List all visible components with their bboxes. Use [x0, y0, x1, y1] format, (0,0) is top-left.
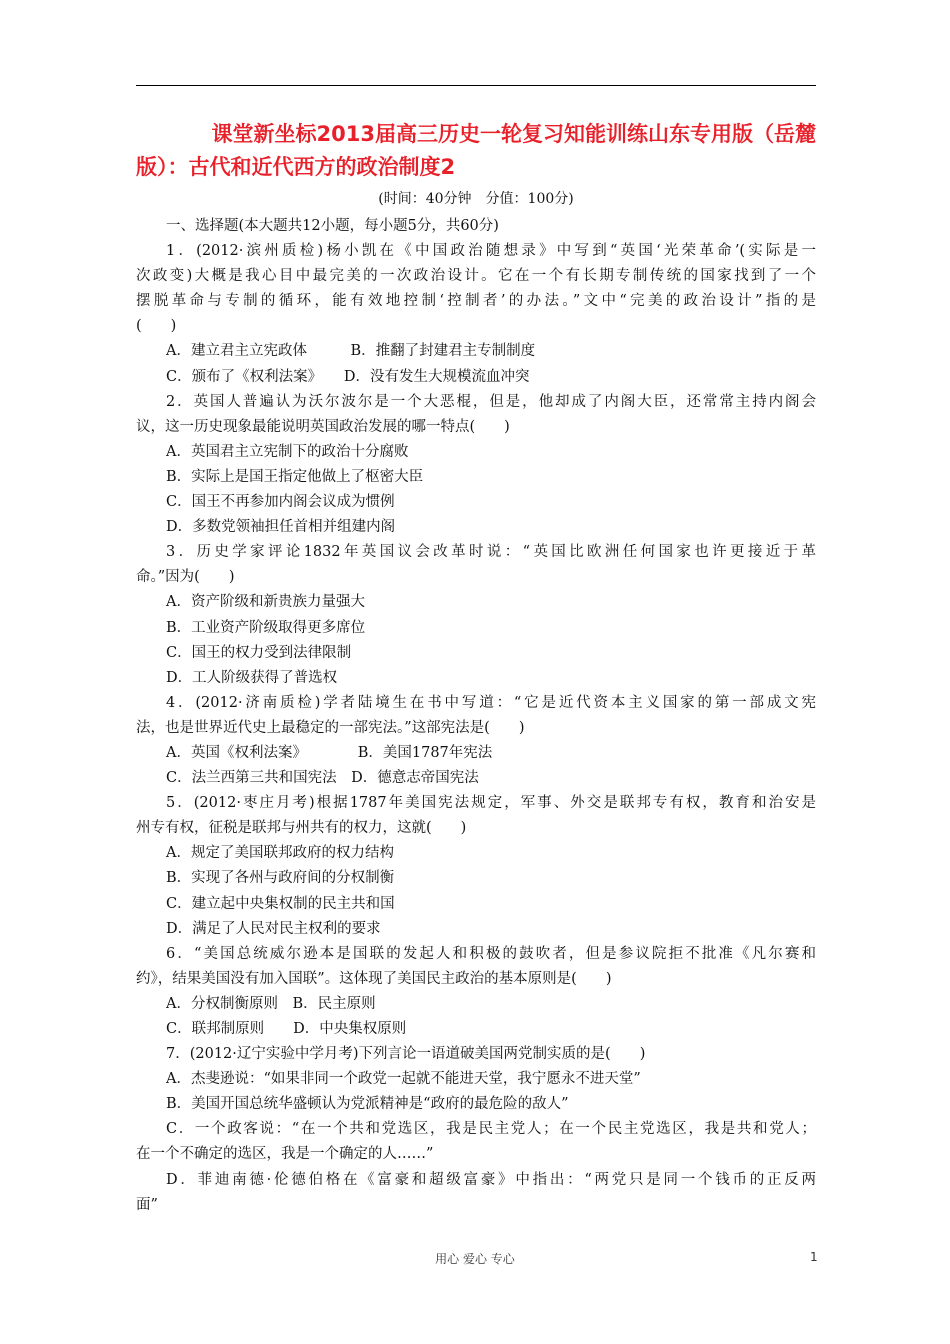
q5-option: A．规定了美国联邦政府的权力结构 [166, 845, 394, 862]
q7-option: 在一个不确定的选区，我是一个确定的人……” [136, 1146, 434, 1163]
q5-line: 5．(2012·枣庄月考)根据1787年美国宪法规定，军事、外交是联邦专有权，教育和治安是 [166, 795, 816, 812]
q7-option: D．菲迪南德·伦德伯格在《富豪和超级富豪》中指出：“两党只是同一个钱币的正反两 [166, 1171, 816, 1188]
q2-option: A．英国君主立宪制下的政治十分腐败 [166, 443, 409, 460]
q3-option: B．工业资产阶级取得更多席位 [166, 619, 366, 636]
q1-line: 次政变)大概是我心目中最完美的一次政治设计。它在一个有长期专制传统的国家找到了一个 [136, 268, 816, 285]
q1-line: 1．(2012·滨州质检)杨小凯在《中国政治随想录》中写到“英国‘光荣革命’(实际是一 [166, 243, 816, 260]
title-line-1: 课堂新坐标2013届高三历史一轮复习知能训练山东专用版（岳麓 [211, 122, 816, 146]
q7-option: B．美国开国总统华盛顿认为党派精神是“政府的最危险的敌人” [166, 1096, 569, 1113]
q2-line: 议，这一历史现象最能说明英国政治发展的哪一特点( ) [136, 418, 510, 435]
q2-option: C．国王不再参加内阁会议成为惯例 [166, 494, 395, 511]
q7-option: C．一个政客说：“在一个共和党选区，我是民主党人；在一个民主党选区，我是共和党人； [166, 1121, 816, 1138]
q1-option: C．颁布了《权利法案》 D．没有发生大规模流血冲突 [166, 368, 530, 385]
q5-option: C．建立起中央集权制的民主共和国 [166, 895, 395, 912]
q3-line: 命。”因为( ) [136, 569, 235, 586]
question-body [136, 214, 816, 1218]
section-heading: 一、选择题(本大题共12小题，每小题5分，共60分) [166, 218, 499, 234]
q1-option: A．建立君主立宪政体 B．推翻了封建君主专制制度 [166, 343, 536, 360]
q2-line: 2．英国人普遍认为沃尔波尔是一个大恶棍，但是，他却成了内阁大臣，还常常主持内阁会 [166, 393, 816, 410]
q3-line: 3．历史学家评论1832年英国议会改革时说：“英国比欧洲任何国家也许更接近于革 [166, 544, 816, 561]
q6-option: A．分权制衡原则 B．民主原则 [166, 995, 376, 1012]
q7-option: 面” [136, 1196, 158, 1213]
q5-option: D．满足了人民对民主权利的要求 [166, 920, 381, 937]
footer-slogan: 用心 爱心 专心 [435, 1252, 515, 1266]
q5-line: 州专有权，征税是联邦与州共有的权力，这就( ) [136, 820, 467, 837]
title-line-2: 版）：古代和近代西方的政治制度2 [136, 155, 456, 179]
q3-option: A．资产阶级和新贵族力量强大 [166, 594, 365, 611]
header-rule [136, 85, 816, 86]
q4-line: 法，也是世界近代史上最稳定的一部宪法。”这部宪法是( ) [136, 719, 525, 736]
q4-option: C．法兰西第三共和国宪法 D．德意志帝国宪法 [166, 770, 479, 787]
q3-option: C．国王的权力受到法律限制 [166, 644, 352, 661]
q4-line: 4．(2012·济南质检)学者陆境生在书中写道：“它是近代资本主义国家的第一部成文宪 [166, 694, 816, 711]
q3-option: D．工人阶级获得了普选权 [166, 669, 338, 686]
q6-line: 约》，结果美国没有加入国联”。这体现了美国民主政治的基本原则是( ) [136, 970, 612, 987]
q1-line: ( ) [136, 318, 177, 335]
q6-line: 6．“美国总统威尔逊本是国联的发起人和积极的鼓吹者，但是参议院拒不批准《凡尔赛和 [166, 945, 816, 962]
q1-line: 摆脱革命与专制的循环，能有效地控制‘控制者’的办法。”文中“完美的政治设计”指的是 [136, 293, 816, 310]
page-number: 1 [810, 1250, 818, 1264]
q4-option: A．英国《权利法案》 B．美国1787年宪法 [166, 744, 493, 761]
time-score-info: (时间：40分钟 分值：100分) [378, 191, 574, 207]
q2-option: B．实际上是国王指定他做上了枢密大臣 [166, 468, 424, 485]
q7-option: A．杰斐逊说：“如果非同一个政党一起就不能进天堂，我宁愿永不进天堂” [166, 1071, 641, 1088]
page-title [136, 118, 816, 184]
q5-option: B．实现了各州与政府间的分权制衡 [166, 870, 395, 887]
q2-option: D．多数党领袖担任首相并组建内阁 [166, 519, 396, 536]
q7-line: 7．(2012·辽宁实验中学月考)下列言论一语道破美国两党制实质的是( ) [166, 1046, 646, 1063]
q6-option: C．联邦制原则 D．中央集权原则 [166, 1021, 407, 1037]
